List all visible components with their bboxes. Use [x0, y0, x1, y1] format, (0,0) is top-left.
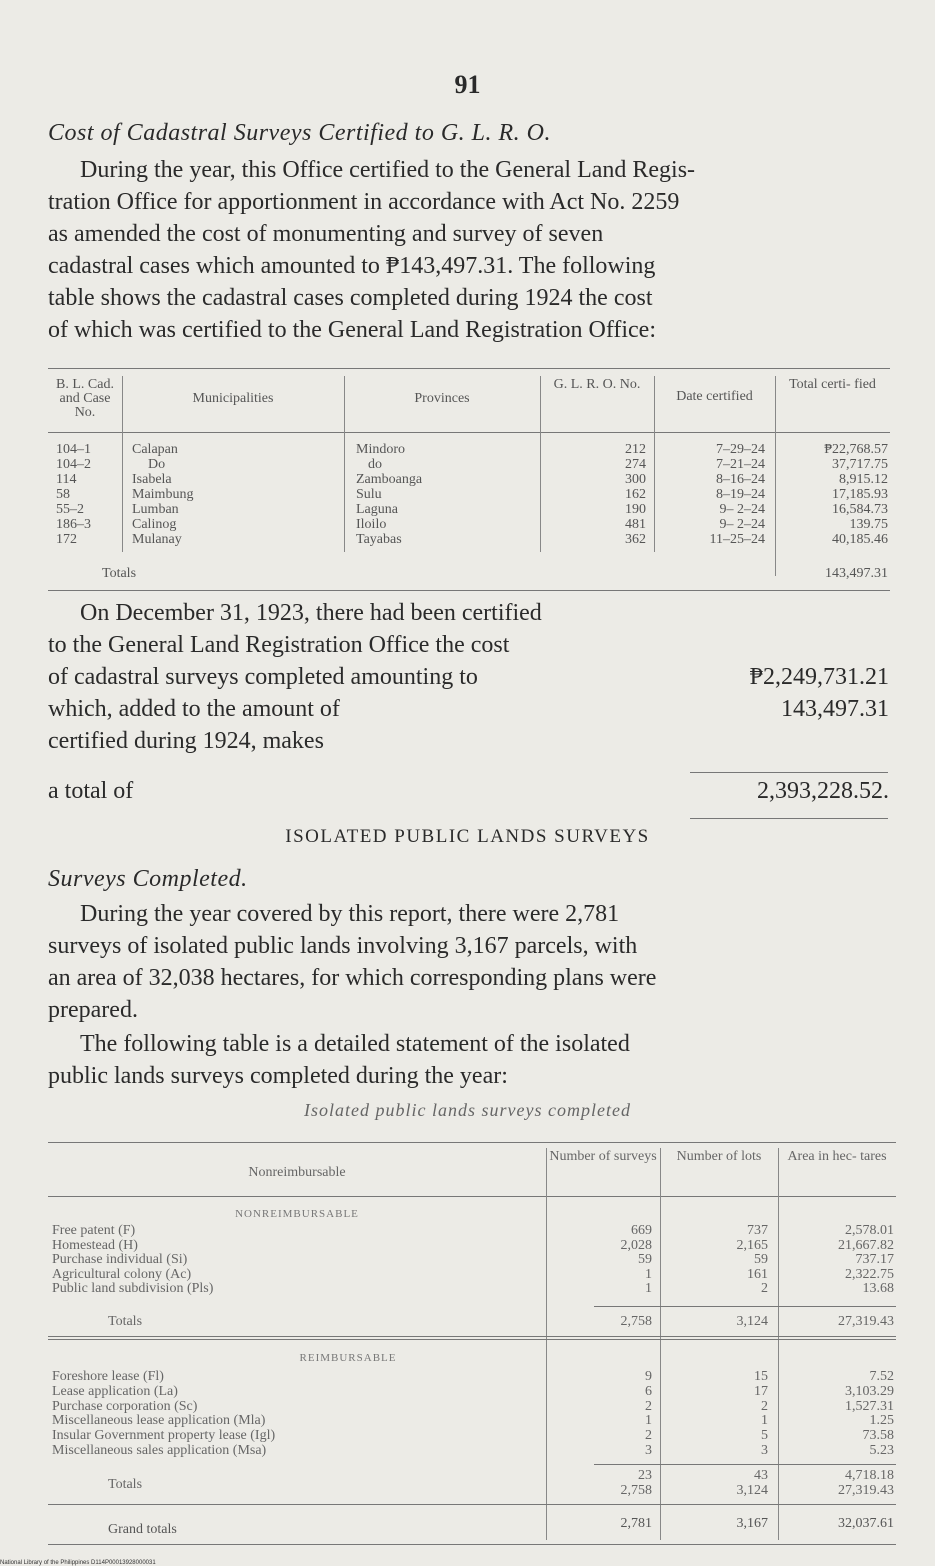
cell-municipality: Calinog: [132, 517, 177, 532]
para-line: tration Office for apportionment in accordance with Act No. 2259: [48, 189, 680, 215]
cell-surveys: 3: [645, 1442, 652, 1458]
cell-province: Zamboanga: [356, 472, 423, 487]
cell-surveys: 6: [645, 1383, 652, 1399]
summary-line: of cadastral surveys completed amounting to: [48, 664, 478, 690]
grand-totals-area: 32,037.61: [838, 1516, 894, 1531]
cell-area: 5.23: [869, 1442, 894, 1458]
cell-surveys: 1: [645, 1281, 652, 1297]
table1-body: [48, 442, 890, 547]
cell-municipality: Isabela: [132, 472, 172, 487]
table-row: [48, 1385, 896, 1400]
table-row: [48, 457, 890, 472]
table2-top-rule: [48, 1142, 896, 1143]
table-row: [48, 472, 890, 487]
table-row: [48, 1400, 896, 1415]
section2-paragraph1: [48, 898, 890, 1026]
cell-type: Purchase individual (Si): [52, 1252, 188, 1268]
col-header-provinces: Provinces: [414, 391, 470, 406]
cell-lots: 1: [761, 1413, 768, 1429]
para-line: public lands surveys completed during the year:: [48, 1063, 508, 1089]
col-header-case: B. L. Cad. and Case No.: [56, 377, 114, 420]
cell-date: 11–25–24: [709, 532, 765, 547]
cell-surveys: 1: [645, 1413, 652, 1429]
section-rule: [48, 1339, 896, 1340]
totals-area: 27,319.43: [838, 1483, 894, 1498]
footer-text: National Library of the Philippines D114P00013928000031: [0, 1560, 156, 1566]
para-line: During the year covered by this report, there were 2,781: [80, 901, 620, 927]
cell-province: do: [368, 457, 382, 472]
cell-case: 104–1: [56, 442, 91, 457]
cell-area: 21,667.82: [838, 1237, 894, 1253]
cell-total: 16,584.73: [832, 502, 888, 517]
table2-header-rule: [48, 1196, 896, 1197]
reimb-label: REIMBURSABLE: [299, 1352, 397, 1364]
sum-rule: [690, 818, 888, 819]
totals-surveys: 2,758: [620, 1314, 652, 1329]
cell-municipality: Calapan: [132, 442, 178, 457]
cell-province: Sulu: [356, 487, 382, 502]
cell-case: 114: [56, 472, 77, 487]
col-rule: [778, 1148, 779, 1540]
cell-area: 7.52: [869, 1369, 894, 1384]
totals-label: Totals: [102, 566, 137, 581]
cell-municipality: Maimbung: [132, 487, 194, 502]
table2-bottom-rule: [48, 1544, 896, 1545]
para-line: prepared.: [48, 997, 138, 1023]
table2-header: [48, 1150, 896, 1194]
cell-type: Lease application (La): [52, 1383, 178, 1399]
cell-date: 8–19–24: [716, 487, 765, 502]
table1-top-rule: [48, 368, 890, 369]
section-rule: [48, 1504, 896, 1505]
totals-label: Totals: [108, 1477, 143, 1492]
cell-lots: 5: [761, 1428, 768, 1444]
col-rule: [546, 1148, 547, 1540]
table1-bottom-rule: [48, 590, 890, 591]
table-row: [48, 1239, 896, 1254]
grand-totals-label: Grand totals: [108, 1522, 177, 1537]
cell-municipality: Lumban: [132, 502, 179, 517]
table-row: [48, 517, 890, 532]
cell-lots: 15: [754, 1369, 768, 1384]
section2-paragraph2: [48, 1028, 890, 1092]
cell-total: ₱22,768.57: [824, 442, 888, 457]
totals-area: 27,319.43: [838, 1314, 894, 1329]
cell-date: 9– 2–24: [719, 502, 765, 517]
cell-case: 55–2: [56, 502, 84, 517]
nonreimb-label: NONREIMBURSABLE: [235, 1208, 359, 1220]
cell-type: Purchase corporation (Sc): [52, 1398, 198, 1414]
cell-area: 1,527.31: [845, 1398, 894, 1414]
sum-rule: [690, 772, 888, 773]
cell-case: 186–3: [56, 517, 91, 532]
section2-heading: ISOLATED PUBLIC LANDS SURVEYS: [285, 826, 650, 847]
cell-glro: 190: [625, 502, 646, 517]
table-row: [48, 1414, 896, 1429]
table2-nonreimb-body: [48, 1224, 896, 1297]
col-header-total: Total certi- fied: [789, 377, 876, 392]
para-line: surveys of isolated public lands involving 3,167 parcels, with: [48, 933, 638, 959]
para-line: cadastral cases which amounted to ₱143,497.31. The following: [48, 253, 656, 279]
cell-total: 17,185.93: [832, 487, 888, 502]
totals-surveys: 23: [638, 1468, 652, 1483]
cell-type: Miscellaneous lease application (Mla): [52, 1413, 266, 1429]
cell-type: Agricultural colony (Ac): [52, 1266, 192, 1282]
subtotal-rule: [594, 1306, 896, 1307]
summary-line: to the General Land Registration Office the cost: [48, 632, 510, 658]
cell-area: 13.68: [862, 1281, 894, 1297]
cell-glro: 212: [625, 442, 646, 457]
table-row: [48, 1253, 896, 1268]
table2-reimb-body: [48, 1370, 896, 1459]
section1-paragraph: [48, 154, 888, 346]
table1-header: [48, 378, 890, 430]
totals-area: 4,718.18: [845, 1468, 894, 1483]
cell-total: 139.75: [849, 517, 888, 532]
para-line: The following table is a detailed statement of the isolated: [80, 1031, 630, 1057]
cell-province: Laguna: [356, 502, 398, 517]
totals-label: Totals: [108, 1314, 143, 1329]
cell-date: 9– 2–24: [719, 517, 765, 532]
table-row: [48, 442, 890, 457]
cell-area: 2,578.01: [845, 1223, 894, 1238]
table-row: [48, 502, 890, 517]
table-row: [48, 487, 890, 502]
cell-case: 104–2: [56, 457, 91, 472]
cell-lots: 737: [747, 1223, 768, 1238]
para-line: table shows the cadastral cases completed during 1924 the cost: [48, 285, 653, 311]
cell-total: 8,915.12: [839, 472, 888, 487]
cell-area: 73.58: [862, 1428, 894, 1444]
grand-totals-surveys: 2,781: [620, 1516, 652, 1531]
cell-province: Mindoro: [356, 442, 405, 457]
cell-type: Insular Government property lease (Igl): [52, 1428, 276, 1444]
page-number: 91: [454, 70, 481, 99]
cell-date: 7–21–24: [716, 457, 765, 472]
table-row: [48, 532, 890, 547]
cell-lots: 17: [754, 1383, 768, 1399]
cell-surveys: 59: [638, 1252, 652, 1268]
cell-area: 2,322.75: [845, 1266, 894, 1282]
section-title: Cost of Cadastral Surveys Certified to G. L. R. O.: [48, 120, 552, 146]
cell-type: Free patent (F): [52, 1223, 136, 1238]
totals-value: 143,497.31: [825, 566, 888, 581]
table2-caption: Isolated public lands surveys completed: [304, 1100, 631, 1120]
cell-municipality: Do: [148, 457, 166, 472]
grand-totals-lots: 3,167: [736, 1516, 768, 1531]
col-header-municipalities: Municipalities: [192, 391, 274, 406]
col-header-date: Date certified: [676, 389, 753, 404]
cell-surveys: 2,028: [620, 1237, 652, 1253]
cell-glro: 362: [625, 532, 646, 547]
cell-lots: 2: [761, 1398, 768, 1414]
cell-province: Tayabas: [356, 532, 402, 547]
cell-glro: 162: [625, 487, 646, 502]
summary-line: which, added to the amount of: [48, 696, 340, 722]
cell-type: Foreshore lease (Fl): [52, 1369, 164, 1384]
cell-surveys: 2: [645, 1398, 652, 1414]
summary-line: On December 31, 1923, there had been certified: [80, 600, 542, 626]
col-header-type: Nonreimbursable: [248, 1165, 346, 1180]
cell-total: 40,185.46: [832, 532, 888, 547]
cell-area: 3,103.29: [845, 1383, 894, 1399]
cell-type: Homestead (H): [52, 1237, 138, 1253]
col-header-surveys: Number of surveys: [549, 1149, 657, 1164]
subtotal-rule: [594, 1464, 896, 1465]
col-header-glro: G. L. R. O. No.: [553, 377, 641, 392]
summary-line: a total of: [48, 778, 134, 804]
cell-lots: 2,165: [736, 1237, 768, 1253]
cell-lots: 59: [754, 1252, 768, 1268]
totals-lots: 3,124: [736, 1314, 768, 1329]
cell-lots: 161: [747, 1266, 768, 1282]
cell-glro: 481: [625, 517, 646, 532]
cell-total: 37,717.75: [832, 457, 888, 472]
cell-area: 737.17: [855, 1252, 894, 1268]
cell-date: 8–16–24: [716, 472, 765, 487]
cell-lots: 2: [761, 1281, 768, 1297]
summary-value: ₱2,249,731.21: [749, 664, 889, 690]
table1-header-rule: [48, 432, 890, 433]
table-row: [48, 1444, 896, 1459]
cell-area: 1.25: [869, 1413, 894, 1429]
cell-case: 58: [56, 487, 70, 502]
section-rule: [48, 1336, 896, 1337]
summary-line: certified during 1924, makes: [48, 728, 324, 754]
col-rule: [660, 1148, 661, 1540]
totals-lots: 3,124: [736, 1483, 768, 1498]
cell-date: 7–29–24: [716, 442, 765, 457]
table-row: [48, 1224, 896, 1239]
totals-lots: 43: [754, 1468, 768, 1483]
cell-municipality: Mulanay: [132, 532, 182, 547]
para-line: During the year, this Office certified to the General Land Regis-: [80, 157, 696, 183]
para-line: of which was certified to the General Land Registration Office:: [48, 317, 657, 343]
cell-surveys: 1: [645, 1266, 652, 1282]
cell-type: Miscellaneous sales application (Msa): [52, 1442, 267, 1458]
cell-surveys: 2: [645, 1428, 652, 1444]
section2-subheading: Surveys Completed.: [48, 866, 248, 892]
table-row: [48, 1268, 896, 1283]
cell-lots: 3: [761, 1442, 768, 1458]
cell-glro: 300: [625, 472, 646, 487]
table-row: [48, 1370, 896, 1385]
cell-province: Iloilo: [356, 517, 387, 532]
col-header-area: Area in hec- tares: [787, 1149, 887, 1164]
cell-surveys: 9: [645, 1369, 652, 1384]
table-row: [48, 1429, 896, 1444]
totals-surveys: 2,758: [620, 1483, 652, 1498]
cell-surveys: 669: [631, 1223, 652, 1238]
cell-glro: 274: [625, 457, 646, 472]
cell-case: 172: [56, 532, 77, 547]
summary-value: 143,497.31: [781, 696, 889, 722]
cell-type: Public land subdivision (Pls): [52, 1281, 214, 1297]
summary-value: 2,393,228.52.: [757, 778, 889, 804]
col-header-lots: Number of lots: [676, 1149, 762, 1164]
para-line: an area of 32,038 hectares, for which corresponding plans were: [48, 965, 657, 991]
para-line: as amended the cost of monumenting and survey of seven: [48, 221, 604, 247]
table-row: [48, 1282, 896, 1297]
